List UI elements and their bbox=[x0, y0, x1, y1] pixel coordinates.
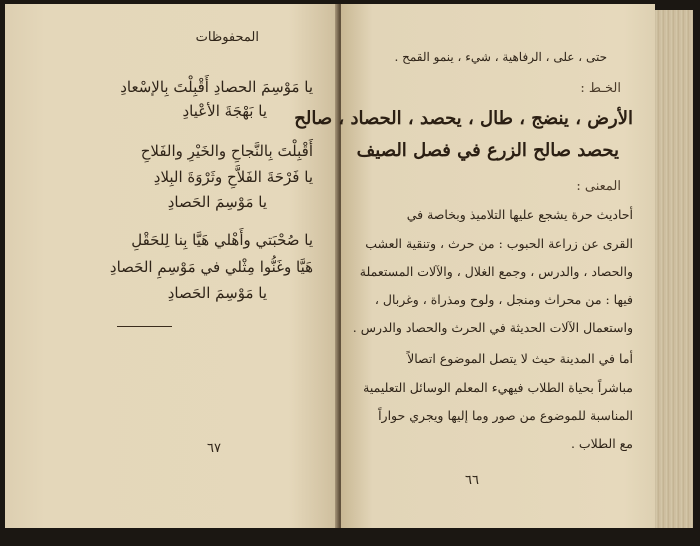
poem-line: يا صُحْبَتي وأَهْلي هَيَّا بِنا لِلحَقْلِ bbox=[131, 231, 313, 249]
paragraph-line: والحصاد ، والدرس ، وجمع الغلال ، والآلات المستعملة bbox=[359, 264, 633, 279]
paragraph-line: مع الطلاب . bbox=[570, 436, 633, 451]
poem-line: هَيَّا وغَنُّوا مِثْلي في مَوْسِمِ الحَصادِ bbox=[109, 258, 313, 276]
writing-label: الخـط : bbox=[580, 81, 621, 96]
page-number: ٦٦ bbox=[465, 473, 479, 488]
handwriting-line: الأرض ، ينضج ، طال ، يحصد ، الحصاد ، صالح bbox=[294, 108, 633, 129]
handwriting-line: يحصد صالح الزرع في فصل الصيف bbox=[356, 140, 619, 161]
page-number: ٦٧ bbox=[207, 441, 221, 456]
poem-line: يا مَوْسِمَ الحَصادِ bbox=[167, 193, 267, 211]
vocabulary-line: حتى ، على ، الرفاهية ، شيء ، ينمو القمح . bbox=[394, 50, 607, 64]
paragraph-line: فيها : من محراث ومنجل ، ولوح ومذراة ، وغربال ، bbox=[374, 292, 633, 307]
poem-line: أَقْبِلْتَ بِالنَّجاحِ والخَيْرِ والفَلاحِ bbox=[140, 142, 313, 160]
poem-line: يا مَوْسِمَ الحَصادِ bbox=[167, 284, 267, 302]
paragraph-line: واستعمال الآلات الحديثة في الحرث والحصاد والدرس . bbox=[352, 320, 633, 335]
left-page bbox=[5, 4, 339, 528]
paragraph-line: أحاديث حرة يشجع عليها التلاميذ وبخاصة في bbox=[406, 207, 633, 222]
page-edges bbox=[655, 10, 693, 528]
page-header: المحفوظات bbox=[195, 30, 259, 45]
paragraph-line: القرى عن زراعة الحبوب : من حرث ، وتنقية العشب bbox=[365, 236, 633, 251]
divider bbox=[117, 326, 172, 327]
meaning-label: المعنى : bbox=[576, 179, 621, 194]
poem-line: يا فَرْحَةَ الفَلاَّحِ وثَرْوَةَ البِلادِ bbox=[153, 168, 313, 186]
paragraph-line: المناسبة للموضوع من صور وما إليها ويجري حواراً bbox=[378, 408, 633, 423]
paragraph-line: مباشراً بحياة الطلاب فيهيء المعلم الوسائل التعليمية bbox=[363, 380, 633, 395]
poem-line: يا مَوْسِمَ الحصادِ أَقْبِلْتَ بِالإسْعادِ bbox=[120, 78, 313, 96]
poem-line: يا بَهْجَةَ الأعْيادِ bbox=[182, 102, 267, 120]
paragraph-line: أما في المدينة حيث لا يتصل الموضوع اتصالاً bbox=[407, 351, 633, 366]
poem bbox=[31, 4, 313, 334]
right-page bbox=[294, 4, 655, 528]
